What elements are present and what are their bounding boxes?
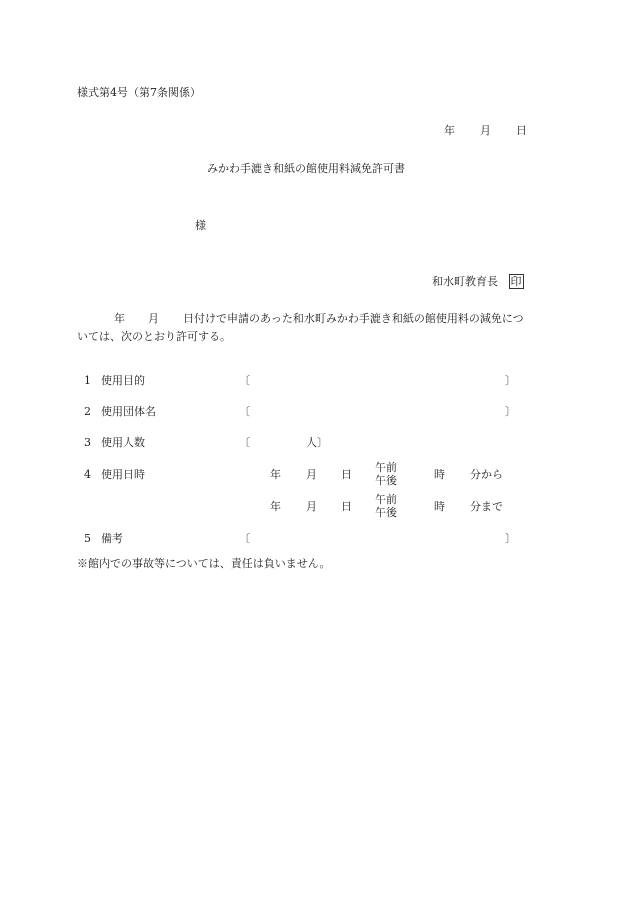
body-month-label: 月 <box>148 312 159 325</box>
bracket-close: 〕 <box>505 532 516 545</box>
unit-close: 人〕 <box>306 436 328 449</box>
start-minute-suffix: 分から <box>470 468 503 481</box>
pm-label: 午後 <box>375 474 397 487</box>
body-line1: 日付けで申請のあった和水町みかわ手漉き和紙の館使用料の減免につ <box>183 312 524 325</box>
item-number: 3 <box>84 436 91 449</box>
document-title: みかわ手漉き和紙の館使用料減免許可書 <box>207 162 405 175</box>
am-label: 午前 <box>375 461 397 474</box>
bracket-open: 〔 <box>239 532 250 545</box>
body-year-label: 年 <box>114 312 125 325</box>
am-label: 午前 <box>375 493 397 506</box>
start-year-label: 年 <box>270 468 281 481</box>
item-label: 使用目的 <box>101 374 145 387</box>
item-number: 1 <box>84 374 91 387</box>
item-number: 4 <box>84 468 91 481</box>
item-label: 使用団体名 <box>101 405 156 418</box>
bracket-open: 〔 <box>239 436 250 449</box>
bracket-close: 〕 <box>505 405 516 418</box>
pm-label: 午後 <box>375 506 397 519</box>
liability-notice: ※館内での事故等については、責任は負いません。 <box>77 557 331 570</box>
bracket-close: 〕 <box>505 374 516 387</box>
end-month-label: 月 <box>306 500 317 513</box>
issuer-name: 和水町教育長 <box>432 275 498 288</box>
start-month-label: 月 <box>306 468 317 481</box>
date-year-label: 年 <box>444 124 455 137</box>
end-day-label: 日 <box>341 500 352 513</box>
date-month-label: 月 <box>480 124 491 137</box>
item-number: 5 <box>84 532 91 545</box>
start-day-label: 日 <box>341 468 352 481</box>
end-year-label: 年 <box>270 500 281 513</box>
start-ampm <box>375 461 397 487</box>
item-number: 2 <box>84 405 91 418</box>
item-label: 使用人数 <box>101 436 145 449</box>
issuer-block <box>432 274 524 289</box>
bracket-open: 〔 <box>239 374 250 387</box>
start-hour-label: 時 <box>434 468 445 481</box>
end-ampm <box>375 493 397 519</box>
item-label: 備考 <box>101 532 123 545</box>
date-day-label: 日 <box>516 124 527 137</box>
form-number: 様式第4号（第7条関係） <box>77 86 201 99</box>
end-hour-label: 時 <box>434 500 445 513</box>
item-label: 使用日時 <box>101 468 145 481</box>
bracket-open: 〔 <box>239 405 250 418</box>
recipient-suffix: 様 <box>195 219 206 232</box>
seal-stamp: 印 <box>510 275 522 288</box>
body-line2: いては、次のとおり許可する。 <box>77 330 231 343</box>
end-minute-suffix: 分まで <box>470 500 503 513</box>
